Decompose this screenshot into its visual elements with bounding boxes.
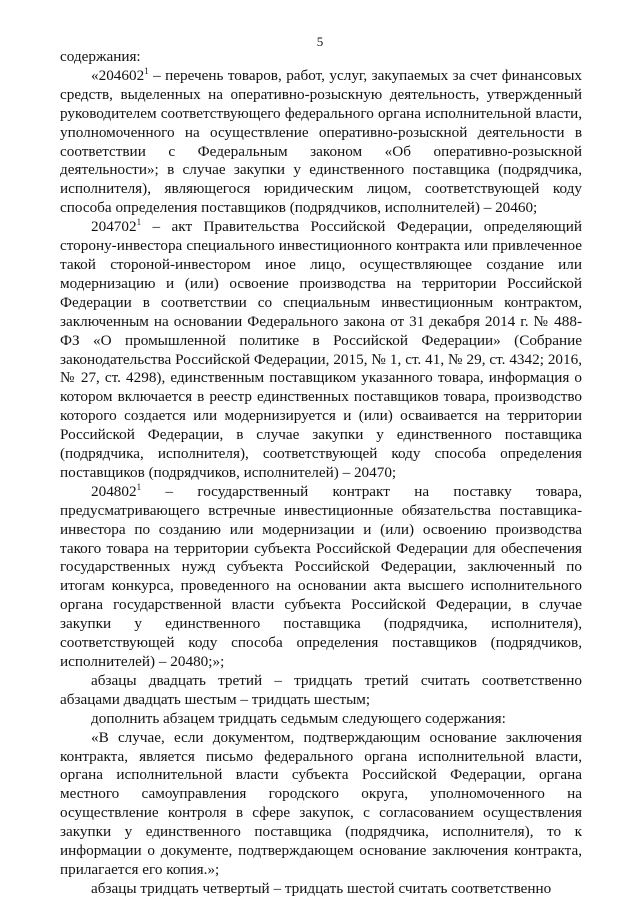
paragraph	[60, 218, 582, 483]
page-number: 5	[316, 34, 324, 49]
paragraph	[60, 672, 582, 710]
paragraph	[60, 67, 582, 218]
document-body	[60, 48, 582, 899]
paragraph-text: – акт Правительства Российской Федерации, определяющий сторону-инвестора специального инвестиционного контракта или привлеченное такой стороной-инвестором иное лицо, осуществляющее создание или модернизацию и (или) освоение производства на территории Российской Федерации в соответствии со специальным инвестиционным контрактом, заключенным на основании Федерального закона от 31 декабря 2014 г. № 488-ФЗ «О промышленной политике в Российской Федерации» (Собрание законодательства Российской Федерации, 2015, № 1, ст. 41, № 29, ст. 4342; 2016, № 27, ст. 4298), единственным поставщиком указанного товара, информация о котором включается в реестр единственных поставщиков товара, производство которого создается или модернизируется и (или) осваивается на территории Российской Федерации, в случае закупки у единственного поставщика (подрядчика, исполнителя), соответствующей коду способа определения поставщиков (подрядчиков, исполнителей) – 20470;	[60, 218, 582, 481]
paragraph	[60, 710, 582, 729]
classification-code: 204702	[91, 218, 137, 236]
paragraph	[60, 880, 582, 899]
paragraph	[60, 48, 582, 67]
paragraph	[60, 483, 582, 672]
paragraph-text: дополнить абзацем тридцать седьмым следующего содержания:	[91, 709, 506, 727]
paragraph-text: – государственный контракт на поставку товара, предусматривающего встречные инвестиционные обязательства поставщика-инвестора по созданию или модернизации и (или) освоению производства такого товара на территории субъекта Российской Федерации для обеспечения государственных нужд субъекта Российской Федерации, заключенный по итогам конкурса, проведенного на основании акта высшего исполнительного органа государственной власти субъекта Российской Федерации, в случае закупки у единственного поставщика (подрядчика, исполнителя), соответствующей коду способа определения поставщиков (подрядчиков, исполнителей) – 20480;»;	[60, 482, 582, 670]
paragraph-text: – перечень товаров, работ, услуг, закупаемых за счет финансовых средств, выделенных на оперативно-розыскную деятельность, утвержденный руководителем соответствующего федерального органа исполнительной власти, уполномоченного на осуществление оперативно-розыскной деятельности в соответствии с Федеральным законом «Об оперативно-розыскной деятельности»; в случае закупки у единственного поставщика (подрядчика, исполнителя), являющегося юридическим лицом, соответствующей коду способа определения поставщиков (подрядчиков, исполнителей) – 20460;	[60, 66, 582, 217]
paragraph-text: абзацы двадцать третий – тридцать третий считать соответственно абзацами двадцать шестым – тридцать шестым;	[60, 671, 582, 708]
classification-code: «204602	[91, 66, 145, 84]
paragraph-text: абзацы тридцать четвертый – тридцать шестой считать соответственно	[91, 879, 552, 897]
classification-code: 204802	[91, 482, 137, 500]
paragraph-text: содержания:	[60, 48, 141, 65]
superscript-index: 1	[136, 217, 142, 228]
paragraph-text: «В случае, если документом, подтверждающим основание заключения контракта, является письмо федерального органа исполнительной власти, органа исполнительной власти субъекта Российской Федерации, органа местного самоуправления городского округа, уполномоченного на осуществление контроля в сфере закупок, с согласованием осуществления закупки у единственного поставщика (подрядчика, исполнителя), то к информации о документе, подтверждающем основание заключения контракта, прилагается его копия.»;	[60, 728, 582, 878]
paragraph	[60, 729, 582, 880]
superscript-index: 1	[136, 481, 142, 492]
superscript-index: 1	[144, 65, 149, 76]
